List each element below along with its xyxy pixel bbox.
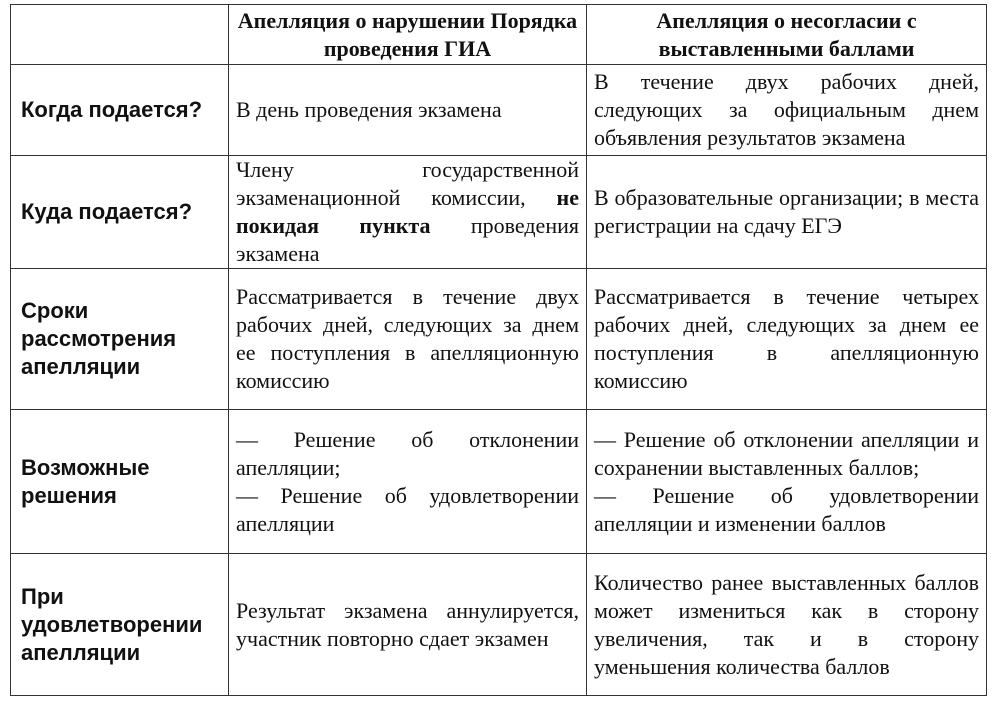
decision-item: — Решение об отклонении апелляции;: [236, 426, 579, 480]
table-row: [11, 156, 987, 269]
decision-item: — Решение об удовлетворении апелляции и изменении баллов: [594, 482, 979, 536]
row-label-possible-decisions: Возможные решения: [11, 410, 229, 554]
table-row: [11, 554, 987, 696]
cell-where-violation: [229, 156, 587, 269]
cell-review-violation: Рассматривается в течение двух рабочих дней, следующих за днем ее поступления в апелляционную комиссию: [229, 269, 587, 410]
where-violation-text-start: Члену государственной экзаменационной комиссии,: [236, 157, 579, 210]
where-violation-text-end: проведения экзамена: [236, 213, 579, 266]
decision-item: — Решение об отклонении апелляции и сохранении выставленных баллов;: [594, 426, 979, 480]
row-label-if-granted: При удовлетворении апелляции: [11, 554, 229, 696]
cell-when-violation: В день проведения экзамена: [229, 65, 587, 156]
row-label-review-period: Сроки рассмотрения апелляции: [11, 269, 229, 410]
header-corner-cell: [11, 5, 229, 65]
cell-granted-disagreement: Количество ранее выставленных баллов может измениться как в сторону увеличения, так и в сторону уменьшения количества баллов: [587, 554, 987, 696]
appeals-comparison-table: [10, 4, 987, 696]
cell-where-disagreement: В образовательные организации; в места регистрации на сдачу ЕГЭ: [587, 156, 987, 269]
cell-when-disagreement: В течение двух рабочих дней, следующих за официальным днем объявления результатов экзамена: [587, 65, 987, 156]
table-row: [11, 65, 987, 156]
cell-decisions-disagreement: [587, 410, 987, 554]
header-score-disagreement: Апелляция о несогласии с выставленными баллами: [587, 5, 987, 65]
where-violation-emphasis: не покидая пункта: [236, 185, 579, 238]
table-row: [11, 269, 987, 410]
cell-review-disagreement: Рассматривается в течение четырех рабочих дней, следующих за днем ее поступления в апелляционную комиссию: [587, 269, 987, 410]
cell-decisions-violation: [229, 410, 587, 554]
cell-granted-violation: Результат экзамена аннулируется, участник повторно сдает экзамен: [229, 554, 587, 696]
header-procedure-violation: Апелляция о нарушении Порядка проведения ГИА: [229, 5, 587, 65]
row-label-when: Когда подается?: [11, 65, 229, 156]
table-header-row: [11, 5, 987, 65]
table-row: [11, 410, 987, 554]
row-label-where: Куда подается?: [11, 156, 229, 269]
decision-item: — Решение об удовлетворении апелляции: [236, 482, 579, 536]
